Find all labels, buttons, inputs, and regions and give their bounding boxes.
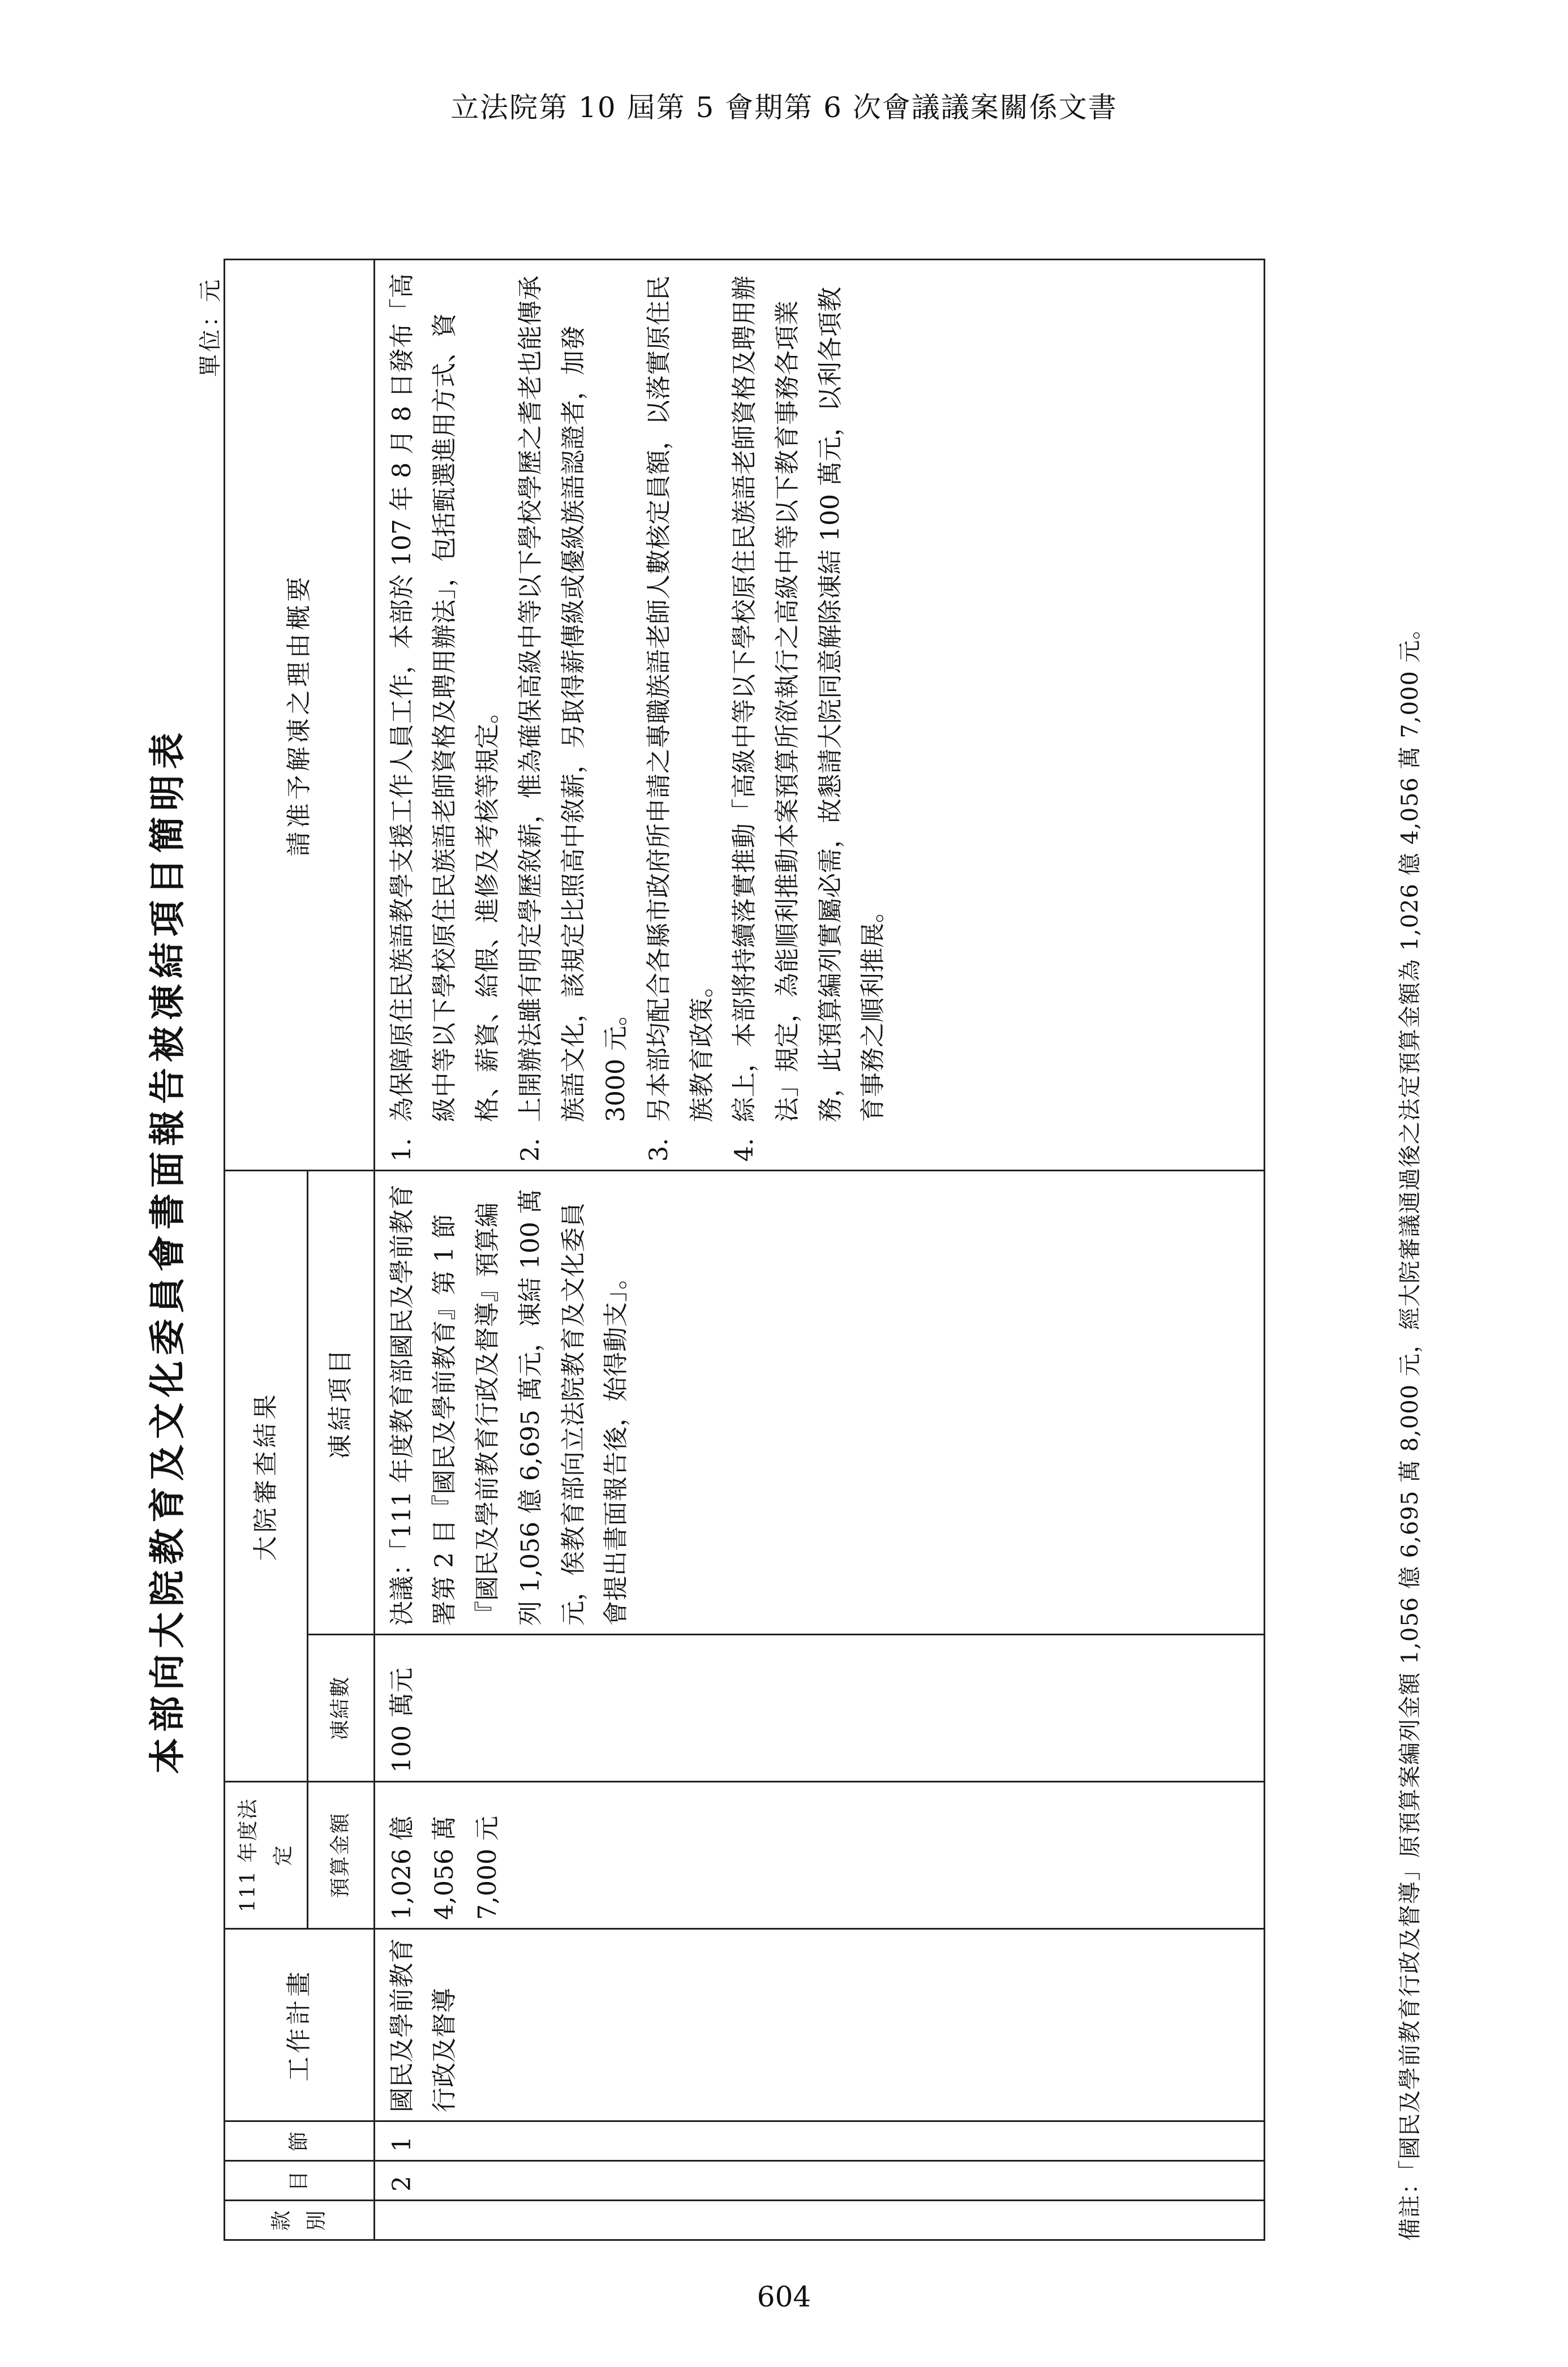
reason-number: 4.	[730, 1138, 759, 1162]
reason-item	[509, 268, 638, 1162]
column-header-reason: 請准予解凍之理由概要	[225, 260, 375, 1171]
frozen-items-table	[224, 259, 1265, 2241]
reason-text: 為保障原住民族語教學支援工作人員工作，本部於 107 年 8 月 8 日發布「高級中等以下學校原住民族語老師資格及聘用辦法」，包括甄選進用方式、資格、薪資、給假、進修及考核等規定。	[387, 273, 502, 1122]
reason-item	[638, 268, 723, 1162]
reason-text: 綜上，本部將持續落實推動「高級中等以下學校原住民族語老師資格及聘用辦法」規定，為能順利推動本案預算所欲執行之高級中等以下教育事務各項業務，此預算編列實屬必需，故懇請大院同意解除凍結 100 萬元，以利各項教育事務之順利推展。	[730, 276, 888, 1122]
column-header-work-plan: 工作計畫	[225, 1929, 375, 2121]
column-header-budget-amount: 預算金額	[307, 1782, 374, 1929]
cell-reasons	[374, 260, 1264, 1171]
page-header: 立法院第 10 屆第 5 會期第 6 次會議議案關係文書	[450, 91, 1118, 124]
reason-text: 另本部均配合各縣市政府所申請之專職族語老師人數核定員額，以落實原住民族教育政策。	[644, 276, 716, 1122]
column-header-item: 目	[225, 2161, 375, 2201]
column-header-budget-year: 111 年度法定	[225, 1782, 308, 1929]
cell-item: 2	[374, 2161, 1264, 2201]
reason-text: 上開辦法雖有明定學歷敘薪，惟為確保高級中等以下學校學歷之耆老也能傳承族語文化，該規定比照高中敘薪，另取得薪傳級或優級族語認證者，加發 3000 元。	[515, 276, 631, 1122]
column-header-category: 款 別	[225, 2201, 375, 2240]
cell-frozen-amount: 100 萬元	[374, 1635, 1264, 1782]
reason-number: 2.	[515, 1138, 545, 1162]
table-row	[374, 260, 1264, 2240]
cell-frozen-item: 決議：「111 年度教育部國民及學前教育署第 2 目『國民及學前教育』第 1 節『國民及學前教育行政及督導』預算編列 1,056 億 6,695 萬元，凍結 100 萬元，俟教育部向立法院教育及文化委員會提出書面報告後，始得動支」。	[374, 1171, 1264, 1635]
column-header-frozen-item: 凍結項目	[307, 1171, 374, 1635]
reason-item	[723, 268, 895, 1162]
reason-number: 3.	[644, 1138, 673, 1162]
unit-label: 單位：元	[197, 277, 224, 377]
cell-work-plan: 國民及學前教育行政及督導	[374, 1929, 1264, 2121]
document-title: 本部向大院教育及文化委員會書面報告被凍結項目簡明表	[147, 727, 189, 1774]
reason-number: 1.	[387, 1138, 416, 1162]
cell-category	[374, 2201, 1264, 2240]
remark-note: 備註：「國民及學前教育行政及督導」原預算案編列金額 1,056 億 6,695 萬 8,000 元，經大院審議通過後之法定預算金額為 1,026 億 4,056 萬 7,000 元。	[1397, 616, 1423, 2241]
page-number: 604	[757, 2280, 811, 2313]
column-header-frozen-amount: 凍結數	[307, 1635, 374, 1782]
cell-section: 1	[374, 2121, 1264, 2161]
column-header-review-result: 大院審查結果	[225, 1171, 308, 1782]
rotated-page-content	[119, 260, 1477, 2241]
column-header-section: 節	[225, 2121, 375, 2161]
cell-budget: 1,026 億 4,056 萬 7,000 元	[374, 1782, 1264, 1929]
reason-item	[381, 268, 509, 1162]
table-header-row	[225, 260, 308, 2240]
